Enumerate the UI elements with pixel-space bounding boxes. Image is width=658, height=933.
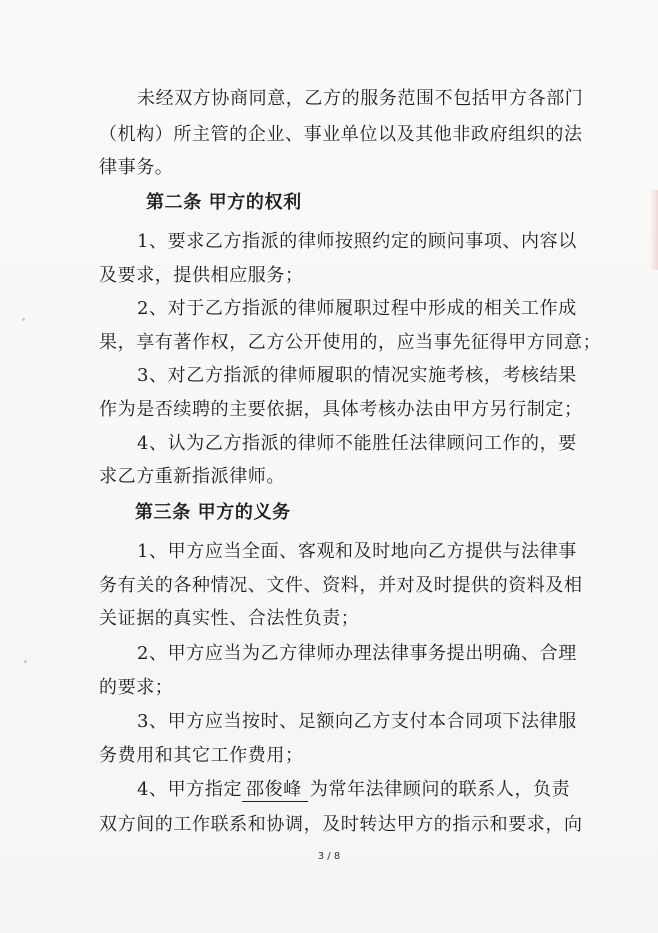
text-line: 律事务。 <box>99 157 174 178</box>
text-line: 果，享有著作权，乙方公开使用的，应当事先征得甲方同意； <box>99 332 602 353</box>
text-line: 务费用和其它工作费用； <box>99 745 304 766</box>
text-line: 的要求； <box>99 677 174 698</box>
text-line: 3、对乙方指派的律师履职的情况实施考核，考核结果 <box>137 365 577 386</box>
scan-speck <box>22 318 25 321</box>
text-line: 求乙方重新指派律师。 <box>99 466 285 487</box>
text-line: 3、甲方应当按时、足额向乙方支付本合同项下法律服 <box>137 711 577 732</box>
contact-prefix: 4、甲方指定 <box>137 779 243 800</box>
contact-suffix: 为常年法律顾问的联系人，负责 <box>309 779 571 800</box>
text-line: 双方间的工作联系和协调，及时转达甲方的指示和要求，向 <box>99 814 583 835</box>
text-line: 2、对于乙方指派的律师履职过程中形成的相关工作成 <box>137 298 577 319</box>
page-number: 3 / 8 <box>317 851 341 862</box>
seal-edge-mark <box>650 190 658 270</box>
text-line: 务有关的各种情况、文件、资料，并对及时提供的资料及相 <box>99 575 583 596</box>
section-heading-obligations: 第三条 甲方的义务 <box>135 502 291 523</box>
text-line: 作为是否续聘的主要依据，具体考核办法由甲方另行制定； <box>99 399 583 420</box>
contact-person-name: 邵俊峰 <box>242 779 308 802</box>
scan-speck <box>24 660 27 663</box>
contact-line <box>137 779 570 802</box>
text-line: 4、认为乙方指派的律师不能胜任法律顾问工作的，要 <box>137 433 577 454</box>
section-heading-rights: 第二条 甲方的权利 <box>146 192 302 213</box>
text-line: 1、要求乙方指派的律师按照约定的顾问事项、内容以 <box>137 231 577 252</box>
text-line: 及要求，提供相应服务； <box>99 265 304 286</box>
text-line: 2、甲方应当为乙方律师办理法律事务提出明确、合理 <box>137 643 577 664</box>
text-line: 1、甲方应当全面、客观和及时地向乙方提供与法律事 <box>137 541 577 562</box>
text-line: 未经双方协商同意，乙方的服务范围不包括甲方各部门 <box>137 88 584 109</box>
text-line: 关证据的真实性、合法性负责； <box>99 608 360 629</box>
text-line: （机构）所主管的企业、事业单位以及其他非政府组织的法 <box>99 124 583 145</box>
